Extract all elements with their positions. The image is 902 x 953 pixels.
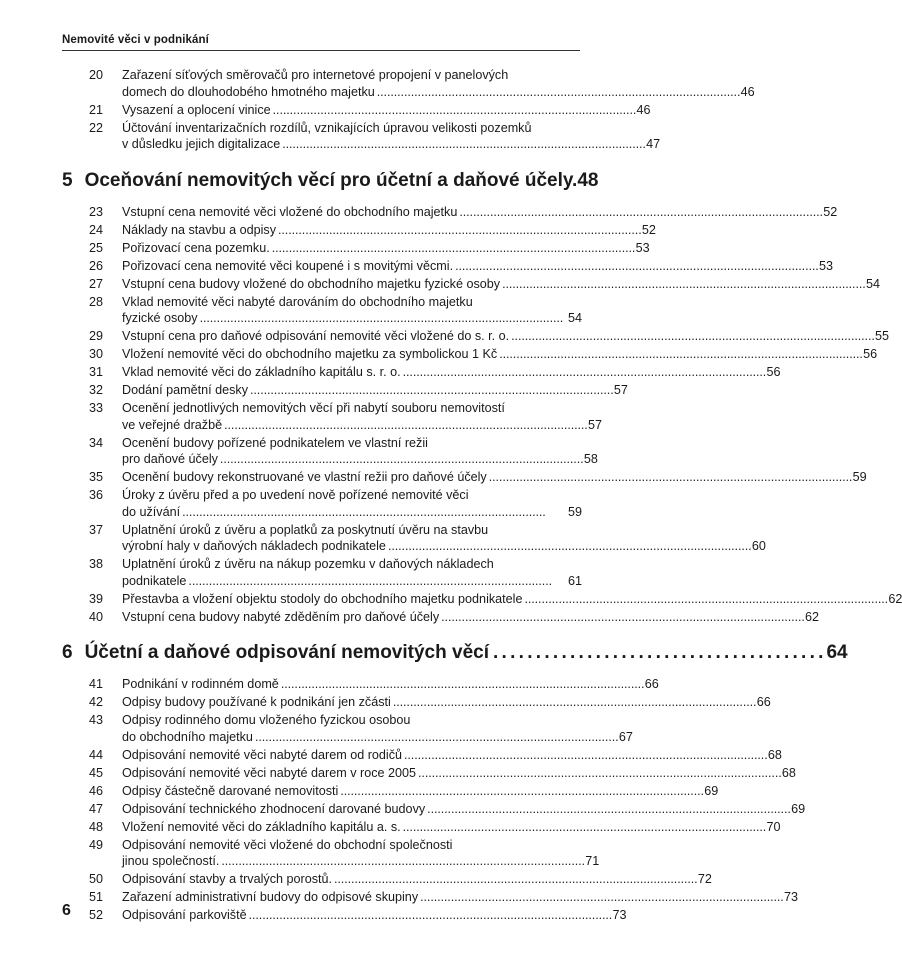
entry-title: Odpisování stavby a trvalých porostů. [122,872,332,886]
entry-body [122,328,890,345]
chapter-heading[interactable] [62,640,848,666]
entry-page: 56 [766,365,781,379]
entry-last-line [122,469,867,486]
entry-page: 59 [852,470,867,484]
entry-title: Vložení nemovité věci do základního kapitálu a. s. [122,819,401,834]
dot-leader [198,310,568,327]
entry-title: ve veřejné dražbě [122,417,223,432]
entry-number: 40 [88,609,103,624]
entry-body [122,837,600,870]
entry-number: 28 [88,294,103,309]
toc-entry[interactable] [62,694,771,711]
entry-page: 66 [756,695,771,709]
entry-body [122,819,781,836]
entry-title: Vstupní cena budovy nabyté zděděním pro daňové účely [122,609,440,624]
entry-last-line [122,889,799,906]
entry-last-line [122,591,902,608]
entry-body [122,469,867,486]
toc-entry[interactable] [62,258,833,275]
entry-page: 73 [612,908,627,922]
toc-entry[interactable] [62,240,650,257]
toc-entry[interactable] [62,102,651,119]
dot-leader [391,694,757,711]
entry-body [122,556,582,589]
chapter-number: 6 [62,642,73,663]
entry-number: 29 [88,329,103,343]
entry-last-line [122,102,651,119]
toc-entry[interactable] [62,871,712,888]
entry-title-line: Odpisy rodinného domu vloženého fyzickou osobou [122,713,411,727]
entry-body [122,487,582,520]
entry-body [122,400,603,433]
dot-leader [509,328,875,345]
toc-entry[interactable] [62,400,603,433]
dot-leader [416,765,782,782]
entry-body [122,801,806,818]
entry-title: fyzické osoby [122,311,198,325]
dot-leader [222,417,588,434]
entry-page: 62 [888,591,902,606]
entry-last-line [122,328,890,345]
entry-body [122,783,719,800]
entry-last-line [122,573,582,590]
entry-last-line [122,609,820,626]
entry-number: 35 [88,470,103,484]
entry-page: 67 [618,729,633,744]
toc-entry[interactable] [62,556,582,589]
toc-entry[interactable] [62,328,890,345]
entry-last-line [122,676,659,693]
entry-body [122,382,628,399]
dot-leader [180,504,568,521]
entry-last-line [122,84,755,101]
entry-title: Vstupní cena nemovité věci vložené do obchodního majetku [122,204,458,219]
entry-last-line [122,819,781,836]
toc-entry[interactable] [62,222,656,239]
entry-title: Vstupní cena pro daňové odpisování nemovité věci vložené do s. r. o. [122,329,510,343]
toc-entry[interactable] [62,294,582,327]
entry-number: 38 [88,557,103,571]
entry-page: 55 [875,329,890,343]
entry-last-line [122,346,878,363]
toc-entry[interactable] [62,522,766,555]
entry-body [122,102,651,119]
toc-entry[interactable] [62,487,582,520]
chapter-page: 64 [826,642,848,663]
entry-title: podnikatele [122,573,187,588]
entry-number: 21 [88,102,103,117]
entry-number: 20 [88,68,103,82]
entry-title: do užívání [122,504,181,519]
entry-last-line [122,258,833,275]
entry-page: 57 [613,383,628,397]
dot-leader [375,84,741,101]
entry-page: 69 [704,783,719,798]
dot-leader [497,346,863,363]
entry-body [122,294,582,327]
entry-body [122,258,833,275]
entry-body [122,240,650,257]
entry-page: 66 [644,677,659,691]
entry-page: 69 [791,801,806,816]
entry-page: 46 [636,102,651,117]
entry-page: 72 [697,872,712,886]
entry-title: jinou společností. [122,854,220,868]
entry-body [122,204,838,221]
entry-body [122,747,782,764]
entry-number: 22 [88,120,103,135]
entry-number: 51 [88,890,103,904]
entry-title-line: Úroky z úvěru před a po uvedení nově pořízené nemovité věci [122,488,469,502]
toc-entry[interactable] [62,469,867,486]
entry-title: Pořizovací cena nemovité věci koupené i s movitými věcmi. [122,258,454,273]
toc-entry[interactable] [62,435,598,468]
toc-entry[interactable] [62,712,633,745]
entry-last-line [122,364,781,381]
entry-number: 23 [88,204,103,219]
entry-body [122,712,633,745]
entry-title: Odpisování nemovité věci nabyté darem od rodičů [122,747,403,762]
toc-entry[interactable] [62,801,806,818]
dot-leader [457,204,823,221]
entry-title-line: Vklad nemovité věci nabyté darováním do obchodního majetku [122,294,473,309]
entry-number: 43 [88,713,103,727]
entry-page: 61 [567,573,582,588]
entry-title: Odpisy budovy používané k podnikání jen zčásti [122,695,391,709]
entry-number: 37 [88,522,103,537]
chapter-title: Oceňování nemovitých věcí pro účetní a daňové účely. [84,169,578,191]
dot-leader [270,240,636,257]
entry-number: 33 [88,401,103,415]
entry-body [122,676,659,693]
entry-number: 52 [88,908,103,922]
toc-entry[interactable] [62,67,755,100]
entry-title-line: Ocenění budovy pořízené podnikatelem ve vlastní režii [122,435,428,450]
entry-number: 39 [88,591,103,606]
entry-number: 48 [88,819,103,834]
entry-body [122,609,820,626]
dot-leader [218,451,584,468]
entry-page: 56 [863,347,878,361]
entry-last-line [122,451,598,468]
entry-page: 46 [740,84,755,99]
entry-title: Vklad nemovité věci do základního kapitálu s. r. o. [122,365,401,379]
dot-leader [439,609,805,626]
entry-body [122,346,878,363]
dot-leader [386,538,752,555]
entry-last-line [122,801,806,818]
dot-leader [253,729,619,746]
entry-page: 68 [767,747,782,762]
entry-number: 44 [88,747,103,762]
dot-leader [402,747,768,764]
entry-last-line [122,204,838,221]
entry-number: 32 [88,383,103,397]
entry-title: Zařazení administrativní budovy do odpisové skupiny [122,890,419,904]
dot-leader [186,573,568,590]
dot-leader [276,222,642,239]
dot-leader [338,783,704,800]
entry-body [122,276,880,293]
entry-title: do obchodního majetku [122,729,253,744]
entry-title: výrobní haly v daňových nákladech podnikatele [122,539,386,553]
entry-body [122,907,627,924]
entry-last-line [122,504,582,521]
entry-last-line [122,136,661,153]
entry-title: Odpisování technického zhodnocení darované budovy [122,801,426,816]
entry-last-line [122,907,627,924]
entry-body [122,591,902,608]
entry-last-line [122,729,633,746]
entry-title: Odpisování parkoviště [122,908,247,922]
entry-body [122,522,766,555]
entry-title: domech do dlouhodobého hmotného majetku [122,84,375,99]
entry-last-line [122,538,766,555]
entry-number: 46 [88,783,103,798]
dot-leader [279,676,645,693]
dot-leader [425,801,791,818]
entry-title: Odpisy částečně darované nemovitosti [122,783,339,798]
toc-entry[interactable] [62,747,782,764]
entry-last-line [122,853,600,870]
toc-entry[interactable] [62,907,627,924]
toc-entry[interactable] [62,346,878,363]
dot-leader [418,889,784,906]
entry-title-line: Ocenění jednotlivých nemovitých věcí při nabytí souboru nemovitostí [122,401,505,415]
page-number: 6 [62,902,71,919]
entry-body [122,765,796,782]
chapter-heading[interactable] [62,168,599,194]
toc-entry[interactable] [62,364,781,381]
entry-number: 34 [88,435,103,450]
entry-last-line [122,694,771,711]
entry-number: 25 [88,240,103,255]
entry-last-line [122,747,782,764]
entry-body [122,222,656,239]
entry-page: 60 [751,539,766,553]
entry-title: Náklady na stavbu a odpisy [122,222,277,237]
entry-last-line [122,382,628,399]
toc-entry[interactable] [62,382,628,399]
entry-body [122,889,799,906]
entry-page: 54 [865,276,880,291]
entry-page: 58 [583,452,598,466]
entry-number: 24 [88,222,103,237]
entry-title: Vložení nemovité věci do obchodního majetku za symbolickou 1 Kč [122,347,498,361]
entry-number: 27 [88,276,103,291]
entry-title: pro daňové účely [122,452,218,466]
dot-leader [500,276,866,293]
toc-entry[interactable] [62,783,719,800]
dot-leader [271,102,637,119]
entry-page: 71 [585,854,600,868]
entry-body [122,67,755,100]
entry-page: 53 [818,258,833,273]
toc-entry[interactable] [62,609,820,626]
entry-page: 54 [567,311,582,325]
toc-entry[interactable] [62,276,880,293]
entry-body [122,871,712,888]
dot-leader [401,819,767,836]
entry-title: Odpisování nemovité věci nabyté darem v roce 2005 [122,765,417,780]
entry-last-line [122,276,880,293]
entry-number: 42 [88,695,103,709]
chapter-number: 5 [62,169,73,191]
entry-last-line [122,417,603,434]
dot-leader [487,469,853,486]
toc-entry[interactable] [62,204,838,221]
entry-title-line: Účtování inventarizačních rozdílů, vznikajících úpravou velikosti pozemků [122,120,532,135]
entry-last-line [122,310,582,327]
entry-number: 45 [88,765,103,780]
chapter-page: 48 [577,169,599,191]
toc-entry[interactable] [62,889,799,906]
dot-leader [522,591,888,608]
entry-number: 36 [88,488,103,502]
dot-leader [219,853,585,870]
entry-number: 41 [88,677,103,691]
entry-number: 49 [88,837,103,852]
entry-last-line [122,765,796,782]
entry-title-line: Uplatnění úroků z úvěru na nákup pozemku v daňových nákladech [122,557,494,571]
entry-page: 52 [641,222,656,237]
entry-page: 47 [646,137,661,151]
entry-last-line [122,783,719,800]
toc-entry[interactable] [62,819,781,836]
entry-title-line: Uplatnění úroků z úvěru a poplatků za poskytnutí úvěru na stavbu [122,522,489,537]
entry-number: 26 [88,258,103,273]
dot-leader [247,907,613,924]
entry-page: 68 [781,765,796,780]
entry-title: Podnikání v rodinném domě [122,677,279,691]
entry-title: Ocenění budovy rekonstruované ve vlastní režii pro daňové účely [122,470,487,484]
entry-title: v důsledku jejich digitalizace [122,137,281,151]
toc-entry[interactable] [62,120,661,153]
entry-number: 50 [88,872,103,886]
entry-title-line: Zařazení síťových směrovačů pro internetové propojení v panelových [122,68,509,82]
entry-title-line: Odpisování nemovité věci vložené do obchodní společnosti [122,837,453,852]
entry-title: Vysazení a oplocení vinice [122,102,271,117]
header-rule [62,50,580,51]
running-header: Nemovité věci v podnikání [62,34,209,46]
entry-page: 53 [635,240,650,255]
entry-title: Dodání pamětní desky [122,383,249,397]
toc-entry[interactable] [62,765,796,782]
dot-leader [280,136,646,153]
dot-leader [401,364,767,381]
entry-body [122,120,661,153]
chapter-title: Účetní a daňové odpisování nemovitých věcí [84,642,489,663]
entry-title: Vstupní cena budovy vložené do obchodního majetku fyzické osoby [122,276,501,291]
toc-entry[interactable] [62,837,600,870]
entry-page: 59 [567,504,582,519]
entry-body [122,364,781,381]
entry-page: 52 [823,204,838,219]
entry-last-line [122,222,656,239]
dot-leader [453,258,819,275]
toc-entry[interactable] [62,591,902,608]
entry-number: 31 [88,365,103,379]
entry-body [122,694,771,711]
entry-title: Přestavba a vložení objektu stodoly do obchodního majetku podnikatele [122,591,523,606]
entry-page: 57 [588,417,603,432]
entry-page: 73 [784,890,799,904]
entry-body [122,435,598,468]
toc-entry[interactable] [62,676,659,693]
table-of-contents [62,67,902,925]
dot-leader [248,382,614,399]
entry-page: 62 [805,609,820,624]
dot-leader [493,640,822,666]
entry-number: 47 [88,801,103,816]
entry-last-line [122,871,712,888]
entry-page: 70 [766,819,781,834]
entry-title: Pořizovací cena pozemku. [122,240,270,255]
dot-leader [332,871,698,888]
entry-last-line [122,240,650,257]
entry-number: 30 [88,347,103,361]
